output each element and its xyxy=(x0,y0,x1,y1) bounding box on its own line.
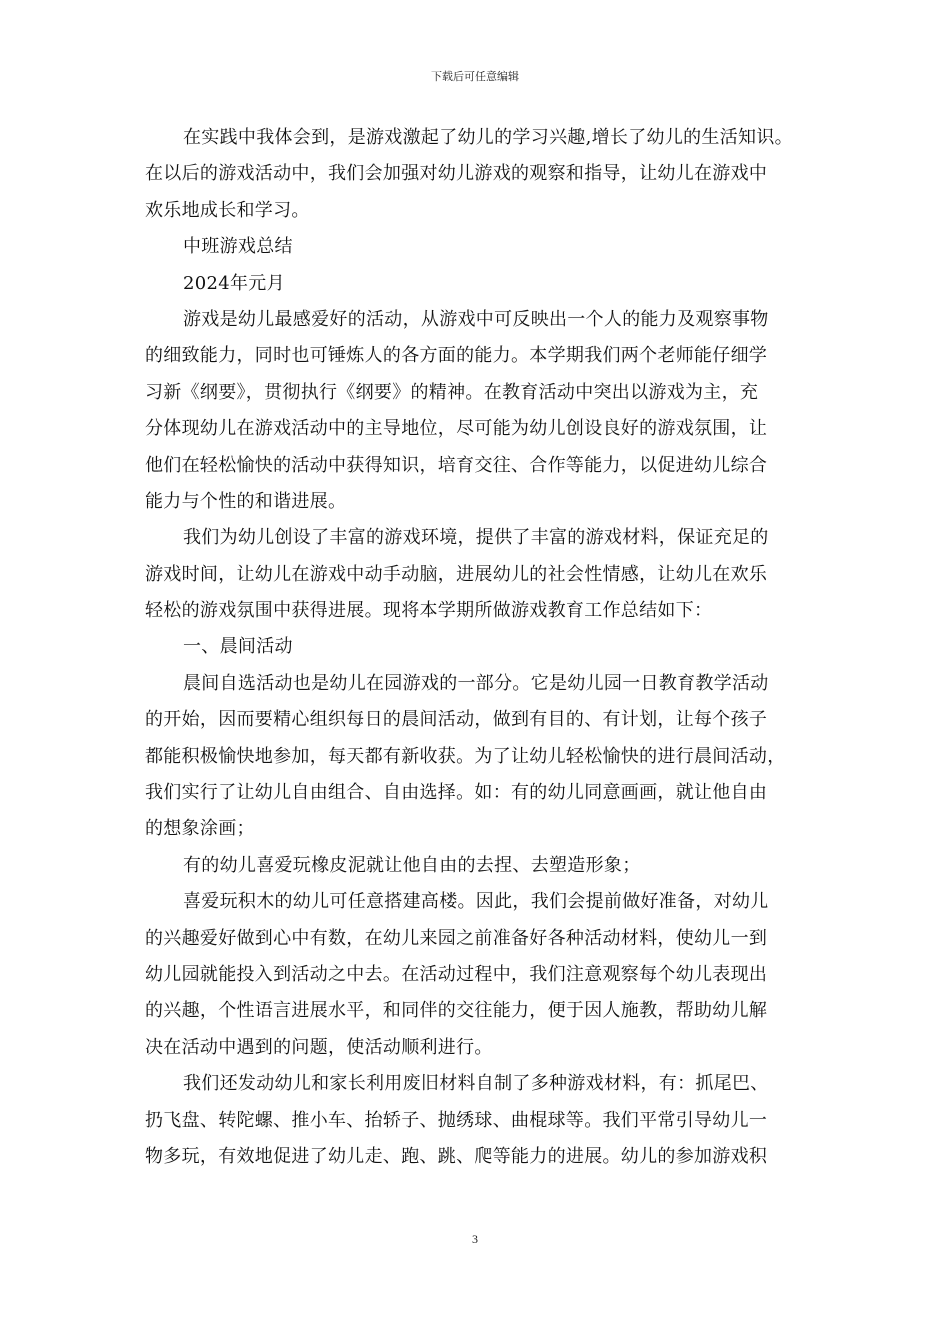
text-line: 决在活动中遇到的问题，使活动顺利进行。 xyxy=(145,1036,493,1058)
text-line: 的兴趣爱好做到心中有数，在幼儿来园之前准备好各种活动材料，使幼儿一到 xyxy=(145,927,768,949)
text-line: 的细致能力，同时也可锤炼人的各方面的能力。本学期我们两个老师能仔细学 xyxy=(145,345,768,367)
text-line: 喜爱玩积木的幼儿可任意搭建高楼。因此，我们会提前做好准备，对幼儿 xyxy=(183,891,769,913)
text-line: 一、晨间活动 xyxy=(183,636,293,658)
text-line: 习新《纲要》，贯彻执行《纲要》的精神。在教育活动中突出以游戏为主，充 xyxy=(145,381,759,403)
text-line: 幼儿园就能投入到活动之中去。在活动过程中，我们注意观察每个幼儿表现出 xyxy=(145,963,768,985)
text-line: 我们为幼儿创设了丰富的游戏环境，提供了丰富的游戏材料，保证充足的 xyxy=(183,527,769,549)
text-line: 有的幼儿喜爱玩橡皮泥就让他自由的去捏、去塑造形象； xyxy=(183,854,641,876)
text-line: 晨间自选活动也是幼儿在园游戏的一部分。它是幼儿园一日教育教学活动 xyxy=(183,672,769,694)
text-line: 中班游戏总结 xyxy=(183,236,293,258)
text-line: 我们还发动幼儿和家长利用废旧材料自制了多种游戏材料，有：抓尾巴、 xyxy=(183,1073,769,1095)
text-line: 的开始，因而要精心组织每日的晨间活动，做到有目的、有计划，让每个孩子 xyxy=(145,709,768,731)
text-line: 欢乐地成长和学习。 xyxy=(145,199,310,221)
text-line: 的想象涂画； xyxy=(145,818,255,840)
text-line: 在实践中我体会到，是游戏激起了幼儿的学习兴趣,增长了幼儿的生活知识。 xyxy=(183,127,793,148)
text-line: 扔飞盘、转陀螺、推小车、抬轿子、抛绣球、曲棍球等。我们平常引导幼儿一 xyxy=(145,1109,768,1131)
text-line: 游戏时间，让幼儿在游戏中动手动脑，进展幼儿的社会性情感，让幼儿在欢乐 xyxy=(145,563,768,585)
text-line: 轻松的游戏氛围中获得进展。现将本学期所做游戏教育工作总结如下： xyxy=(145,600,713,622)
text-line: 的兴趣，个性语言进展水平，和同伴的交往能力，便于因人施教，帮助幼儿解 xyxy=(145,1000,768,1022)
text-line: 物多玩，有效地促进了幼儿走、跑、跳、爬等能力的进展。幼儿的参加游戏积 xyxy=(145,1145,768,1167)
text-line: 能力与个性的和谐进展。 xyxy=(145,490,347,512)
text-line: 我们实行了让幼儿自由组合、自由选择。如：有的幼儿同意画画，就让他自由 xyxy=(145,782,768,804)
page-header: 下载后可任意编辑 xyxy=(431,70,519,83)
text-line: 分体现幼儿在游戏活动中的主导地位，尽可能为幼儿创设良好的游戏氛围，让 xyxy=(145,418,768,440)
document-body xyxy=(145,120,815,1175)
text-line: 2024年元月 xyxy=(183,272,285,294)
text-line: 都能积极愉快地参加，每天都有新收获。为了让幼儿轻松愉快的进行晨间活动， xyxy=(145,745,786,767)
text-line: 游戏是幼儿最感爱好的活动，从游戏中可反映出一个人的能力及观察事物 xyxy=(183,308,769,330)
text-line: 他们在轻松愉快的活动中获得知识，培育交往、合作等能力，以促进幼儿综合 xyxy=(145,454,768,476)
text-line: 在以后的游戏活动中，我们会加强对幼儿游戏的观察和指导，让幼儿在游戏中 xyxy=(145,163,768,185)
page-number: 3 xyxy=(472,1232,478,1246)
